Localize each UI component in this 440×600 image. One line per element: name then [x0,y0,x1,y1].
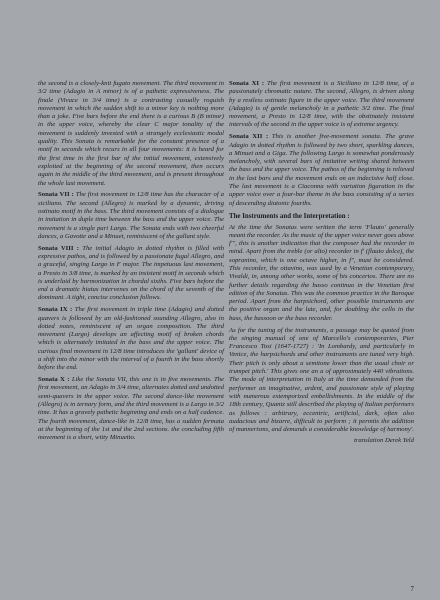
sonata-viii-text: The initial Adagio in dotted rhythm is filled with expressive pathos, and is followed by a passionate fugal Allegro, and a graceful, singing Largo in F major. The impetuous last movement, a Presto in 3/8 time, is marked by an insistent motif in seconds which is underlaid by harmonization in chordal sixths. Five bars before the end a dramatic hiatus intervenes on the chord of the seventh of the dominant. A tight, concise conclusion follows. [38,244,224,302]
paragraph-sonata-x [38,376,224,442]
sonata-vii-heading: Sonata VII : [38,191,74,199]
sonata-x-text: Like the Sonata VII, this one is in five movements. The first movement, an Adagio in 3/4 time, alternates dotted and undotted semi-quavers in the upper voice. The second dance-like movement (Allegro) is in ternary form, and the third movement is a Largo in 3/2 time. It has a gravely pathetic beginning and ends on a half cadence. The fourth movement, dance-like in 12/8 time, has a sudden fermata at the beginning of the 1st and the 2nd sections. the concluding fifth movement is a short, witty Minuetto. [38,376,224,442]
paragraph-sonata-vi-continued: the second is a closely-knit fugato movement. The third movement in 3/2 time (Adagio in A minor) is of a pathetic expressiveness. The finale (Vivace in 3/4 time) is a contrasting casually roguish movement in which the sudden shift to a minor key is nothing more than a joke. Five bars before the end there is a curious B (B minor) in the upper voice, whereby the clear C major tonality of the movement is suddenly invested with a strangely ecclesiastic modal quality. This Sonata is remarkable for the constant presence of a motif in seconds which recurs in all four movements: it is heard for the first time in the first bar of the initial movement, extensively exploited at the beginning of the second movement, then occurs again in the middle of the third movement, and is present throughout the whole last movement. [38,80,224,187]
sonata-x-heading: Sonata X : [38,376,70,384]
paragraph-sonata-vii [38,191,224,241]
section-heading-instruments: The Instruments and the Interpretation : [229,212,350,220]
paragraph-sonata-viii [38,245,224,303]
paragraph-recorder: At the time the Sonatas were written the term 'Flauto' generally meant the recorder. As the music of the upper voice never goes above f''', this is another indication that the composer had the recorder in mind. Apart from the treble (or alto) recorder in f' (flauto dolce), the sopranino, which is one octave higher, in f'', must be considered. This recorder, the ottavino, was used by a Venetian contemporary, Vivaldi, in, among other works, some of his concertos. There are no further details regarding the basso continuo in the Venetian first edition of the Sonatas. This was the common practice in the Baroque period. Apart from the harpsichord, other possible instruments are the positive organ and the lute, and, for doubling the cello in the bass, the bassoon or the bass recorder. [229,223,414,322]
page-number: 7 [410,585,414,593]
translator-credit: translation Derek Yeld [353,437,414,445]
paragraph-sonata-ix [38,306,224,372]
left-column [38,80,224,442]
sonata-xii-text: This is another five-movement sonata. The grave Adagio in dotted rhythm is followed by two short, sparkling dances, a Minuet and a Giga. The following Largo is somewhat ponderously melancholy, with several bars of imitative writing shared between the bass and the upper voice. The pathos of the beginning is relieved in the last bars and the movement ends on an indecisive half close. The last movement is a Ciaconna with variation figuration in the upper voice over a four-bar theme in the bass consisting of a series of descending diatonic fourths. [229,133,414,207]
sonata-vii-text: The first movement in 12/8 time has the character of a siciliano. The second (Allegro) is marked by a dynamic, driving ostinato motif in the bass. The third movement consists of a dialogue in imitation in duple time between the bass and the upper voice. The movement is a single pari Largo. The Sonata ends with two cheerful dances, a Gavotte and a Minuet, reminiscent of the gallant style. [38,191,224,240]
paragraph-sonata-xi [229,80,414,130]
sonata-xi-heading: Sonata XI : [229,80,265,87]
paragraph-tuning: As for the tuning of the instruments, a passage may be quoted from the singing manual of one of Marcello's contemporaries, Pier Francesco Tosi (1647-1727) : 'In Lombardy, and particularly in Venice, the harpsichords and other instruments are tuned very high. Their pitch is only about a semitone lower than the usual choir or trumpet pitch.' This gives one an a of approximately 440 vibrations. The mode of interpretation in Italy at the time demanded from the performer an imaginative, ardent, and passionate style of playing with numerous extemporized embellishments. In the middle of the 18th century, Quantz still described the playing of Italian performers as follows : arbitrary, eccentric, artificial, dark, often also audacious and bizarre, difficult to perform ; it permits the addition of mannerisms, and demands a considerable knowledge of harmony'. [229,326,414,434]
sonata-ix-heading: Sonata IX : [38,306,73,314]
sonata-ix-text: The first movement in triple time (Adagio) and dotted quavers is followed by an old-fashioned sounding Allegro, also in dotted notes, reminiscent of an organ composition. The third movement (Largo) develops an affecting motif of broken chords which is alternately imitated in the bass and the upper voice. The curious final movement in 12/8 time introduces the 'gallant' device of a shift into the minor with the interval of a fourth in the bass shortly before the end. [38,306,224,372]
sonata-viii-heading: Sonata VIII : [38,244,79,252]
right-column [229,80,414,446]
sonata-xi-text: The first movement is a Siciliano in 12/8 time, of a passionately chromatic nature. The second, Allegro, is driven along by a restless ostinato figure in the upper voice. The third movement (Adagio) is of gentle melancholy in a pathetic 3/2 time. The final movement, a Presto in 12/8 time, with the obstinately insistent intervals of the second in the upper voice is of extreme urgency. [229,80,415,129]
paragraph-sonata-xii [229,133,414,208]
sonata-xii-heading: Sonata XII : [229,133,269,141]
